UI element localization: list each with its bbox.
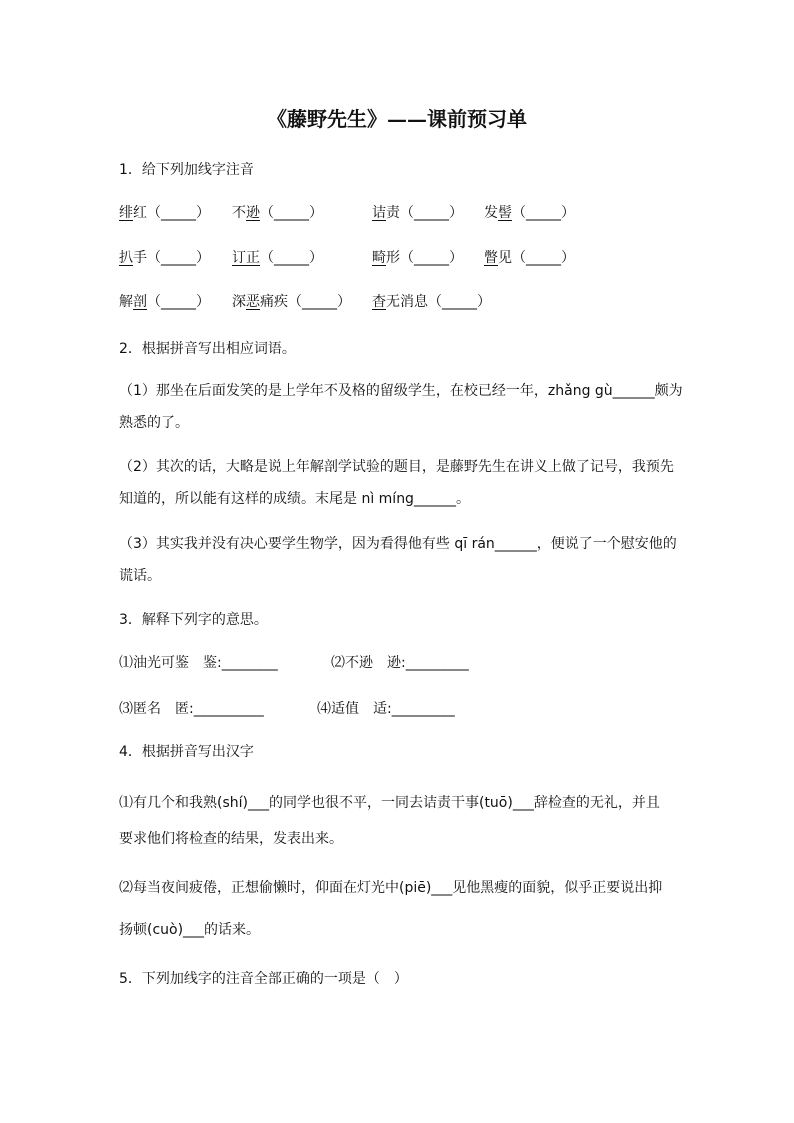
q1-text: 发	[484, 205, 498, 221]
q2-item-1-line-2: 熟悉的了。	[119, 415, 189, 431]
answer-blank[interactable]: _____	[414, 250, 449, 266]
q5-label: 5．下列加线字的注音全部正确的一项是（ ）	[119, 971, 408, 987]
q1-item	[484, 202, 575, 222]
answer-blank[interactable]: _____	[161, 250, 196, 266]
q1-underlined-char: 绯	[119, 205, 133, 221]
q1-text: ）	[449, 250, 463, 266]
q1-text: ）	[561, 205, 575, 221]
q2-item-3-line-2: 谎话。	[119, 568, 161, 584]
q1-underlined-char: 诘	[372, 205, 386, 221]
q1-text: ）	[449, 205, 463, 221]
q1-underlined-char: 订正	[232, 250, 260, 266]
q4-item-2-line-2: 扬顿(cuò)___的话来。	[119, 922, 261, 938]
q3-item-2: ⑵不逊 逊:_________	[331, 655, 469, 671]
q1-text: 不	[232, 205, 246, 221]
q3-item-4: ⑷适值 适:_________	[317, 701, 455, 717]
q3-item-1: ⑴油光可鉴 鉴:________	[119, 655, 278, 671]
q1-underlined-char: 恶	[246, 294, 260, 310]
q1-text: 无消息（	[386, 294, 442, 310]
answer-blank[interactable]: _____	[302, 294, 337, 310]
q1-underlined-char: 瞥	[484, 250, 498, 266]
q1-underlined-char: 剖	[133, 294, 147, 310]
q1-underlined-char: 髻	[498, 205, 512, 221]
q4-item-1-line-1: ⑴有几个和我熟(shí)___的同学也很不平，一同去诘责干事(tuō)___辞检查的无礼，并且	[119, 795, 660, 811]
q1-text: 形（	[386, 250, 414, 266]
q1-underlined-char: 扒	[119, 250, 133, 266]
q1-text: ）	[309, 205, 323, 221]
answer-blank[interactable]: _____	[274, 205, 309, 221]
q1-text: 深	[232, 294, 246, 310]
q1-text: 红（	[133, 205, 161, 221]
q1-text: 痛疾（	[260, 294, 302, 310]
answer-blank[interactable]: _____	[442, 294, 477, 310]
q2-item-3-line-1: （3）其实我并没有决心要学生物学，因为看得他有些 qī rán______，便说了一个慰安他的	[119, 536, 677, 552]
answer-blank[interactable]: _____	[161, 294, 196, 310]
answer-blank[interactable]: _____	[526, 250, 561, 266]
q1-text: ）	[196, 205, 210, 221]
q1-underlined-char: 杳	[372, 294, 386, 310]
q1-underlined-char: 畸	[372, 250, 386, 266]
q4-label: 4．根据拼音写出汉字	[119, 744, 254, 760]
answer-blank[interactable]: _____	[274, 250, 309, 266]
q2-item-2-line-2: 知道的，所以能有这样的成绩。末尾是 nì míng______。	[119, 491, 470, 507]
q1-text: ）	[561, 250, 575, 266]
q1-text: （	[260, 250, 274, 266]
q1-text: （	[512, 205, 526, 221]
q1-text: （	[260, 205, 274, 221]
q1-item	[232, 247, 323, 267]
q1-item	[232, 202, 323, 222]
q3-label: 3．解释下列字的意思。	[119, 612, 268, 628]
q1-item	[119, 247, 210, 267]
q4-item-1-line-2: 要求他们将检查的结果，发表出来。	[119, 831, 343, 847]
q1-underlined-char: 逊	[246, 205, 260, 221]
q1-text: ）	[196, 294, 210, 310]
q1-text: ）	[309, 250, 323, 266]
q1-item	[372, 202, 463, 222]
q1-item	[119, 202, 210, 222]
page-title: 《藤野先生》——课前预习单	[267, 107, 527, 131]
q2-item-2-line-1: （2）其次的话，大略是说上年解剖学试验的题目，是藤野先生在讲义上做了记号，我预先	[119, 459, 674, 475]
q1-item	[372, 291, 491, 311]
q1-text: 手（	[133, 250, 161, 266]
q1-text: 责（	[386, 205, 414, 221]
q1-text: 见（	[498, 250, 526, 266]
q1-text: ）	[477, 294, 491, 310]
answer-blank[interactable]: _____	[526, 205, 561, 221]
q4-item-2-line-1: ⑵每当夜间疲倦，正想偷懒时，仰面在灯光中(piē)___见他黑瘦的面貌，似乎正要说出抑	[119, 880, 663, 896]
q2-label: 2．根据拼音写出相应词语。	[119, 341, 296, 357]
q2-item-1-line-1: （1）那坐在后面发笑的是上学年不及格的留级学生，在校已经一年，zhǎng gù______颇为	[119, 383, 683, 399]
q1-text: ）	[337, 294, 351, 310]
q1-text: ）	[196, 250, 210, 266]
q1-item	[119, 291, 210, 311]
q1-text: 解	[119, 294, 133, 310]
q1-label: 1．给下列加线字注音	[119, 162, 254, 178]
answer-blank[interactable]: _____	[414, 205, 449, 221]
q1-text: （	[147, 294, 161, 310]
q1-item	[484, 247, 575, 267]
q3-item-3: ⑶匿名 匿:__________	[119, 701, 264, 717]
q1-item	[232, 291, 351, 311]
q1-item	[372, 247, 463, 267]
answer-blank[interactable]: _____	[161, 205, 196, 221]
